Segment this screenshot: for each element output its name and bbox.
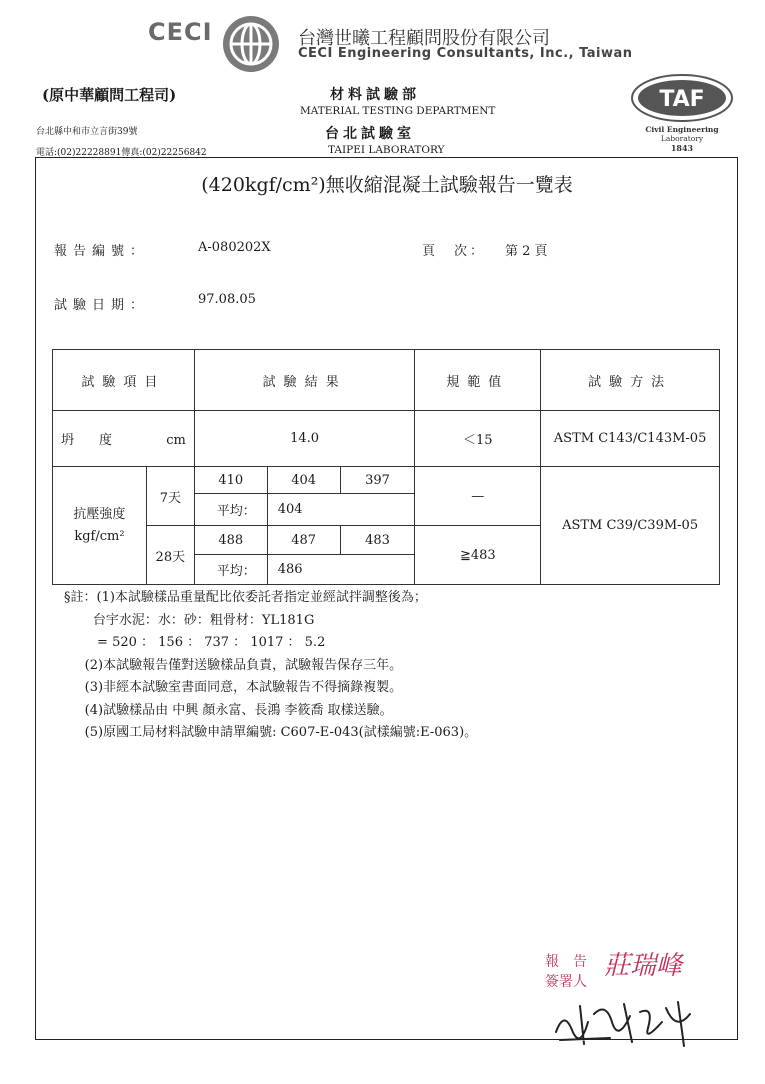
slump-method: ASTM C143/C143M-05 — [541, 411, 720, 467]
slump-spec: ＜15 — [415, 411, 541, 467]
header-test-result: 試驗結果 — [194, 350, 415, 411]
page-value: 第 2 頁 — [505, 244, 548, 259]
header-test-method: 試驗方法 — [541, 350, 720, 411]
handwritten-signature — [550, 992, 710, 1052]
day28-value-2: 487 — [267, 526, 340, 555]
slump-item-cell — [53, 411, 195, 467]
report-no-value: A-080202X — [198, 240, 271, 255]
test-date-value: 97.08.05 — [198, 292, 256, 307]
slump-result: 14.0 — [194, 411, 415, 467]
laboratory-name-cn: 台北試驗室 — [325, 126, 415, 142]
report-title: (420kgf/cm²)無收縮混凝土試驗報告一覽表 — [201, 174, 573, 196]
note-line: §註：(1)本試驗樣品重量配比依委託者指定並經試拌調整後為； — [64, 590, 427, 605]
note-line: = 520 ： 156 ： 737 ： 1017 ： 5.2 — [64, 635, 326, 650]
ceci-logo-text: CECI — [148, 18, 213, 46]
original-company-name: (原中華顧問工程司) — [42, 86, 177, 104]
note-line: 台宇水泥：水：砂：粗骨材：YL181G — [64, 612, 315, 628]
day28-average-label: 平均： — [194, 555, 267, 585]
test-date-label: 試驗日期： — [54, 298, 150, 313]
day28-value-1: 488 — [194, 526, 267, 555]
day7-average-value: 404 — [267, 494, 415, 526]
taf-label-line2: Laboratory — [660, 134, 704, 143]
stamp-line1: 報 告 — [545, 954, 587, 970]
slump-item-label: 坍 度 — [60, 433, 118, 448]
signatory-name: 莊瑞峰 — [604, 951, 683, 981]
results-table — [52, 349, 720, 585]
note-line: (3)非經本試驗室書面同意，本試驗報告不得摘錄複製。 — [64, 680, 403, 695]
day28-value-3: 483 — [340, 526, 415, 555]
slump-row — [53, 411, 720, 467]
day7-label: 7天 — [146, 467, 194, 526]
taf-logo — [630, 73, 734, 123]
company-name-en: CECI Engineering Consultants, Inc., Taiwan — [298, 46, 633, 61]
signatory-stamp — [545, 951, 587, 991]
day7-value-1: 410 — [194, 467, 267, 494]
compressive-item-cell — [53, 467, 147, 585]
note-line: (2)本試驗報告僅對送驗樣品負責，試驗報告保存三年。 — [64, 657, 403, 673]
notes-section — [64, 587, 477, 745]
header-test-item: 試驗項目 — [53, 350, 195, 411]
compressive-method: ASTM C39/C39M-05 — [541, 467, 720, 585]
laboratory-name-en: TAIPEI LABORATORY — [328, 144, 445, 156]
company-address: 台北縣中和市立言街39號 — [36, 127, 138, 137]
header-spec-value: 規範值 — [415, 350, 541, 411]
slump-unit: cm — [166, 433, 186, 448]
signatory-name-stamp — [600, 942, 710, 986]
report-no-label: 報告編號： — [54, 244, 150, 259]
day28-label: 28天 — [146, 526, 194, 585]
day7-spec: — — [415, 467, 541, 526]
department-name-cn: 材料試驗部 — [330, 87, 420, 103]
stamp-line2: 簽署人 — [545, 974, 587, 990]
compressive-unit: kgf/cm² — [74, 528, 125, 544]
page-label: 頁 次： — [422, 244, 487, 259]
taf-logo-text: TAF — [659, 87, 705, 112]
day7-value-2: 404 — [267, 467, 340, 494]
taf-accreditation-number: 1843 — [670, 143, 694, 153]
taf-label-line1: Civil Engineering — [645, 125, 719, 134]
department-name-en: MATERIAL TESTING DEPARTMENT — [300, 105, 496, 117]
day28-spec: ≧483 — [415, 526, 541, 585]
compressive-item-label: 抗壓強度 — [73, 506, 126, 522]
day28-average-value: 486 — [267, 555, 415, 585]
table-header-row — [53, 350, 720, 411]
ceci-globe-icon — [221, 14, 281, 74]
note-line: (4)試驗樣品由 中興 顏永富、長鴻 李筱喬 取樣送驗。 — [64, 702, 393, 718]
day7-average-label: 平均： — [194, 494, 267, 526]
company-phone-fax: 電話:(02)22228891傳真:(02)22256842 — [36, 148, 207, 158]
note-line: (5)原國工局材料試驗申請單編號: C607-E-043(試樣編號:E-063)。 — [64, 725, 478, 740]
day7-value-3: 397 — [340, 467, 415, 494]
company-name-cn: 台灣世曦工程顧問股份有限公司 — [298, 28, 550, 49]
day7-values-row — [53, 467, 720, 494]
